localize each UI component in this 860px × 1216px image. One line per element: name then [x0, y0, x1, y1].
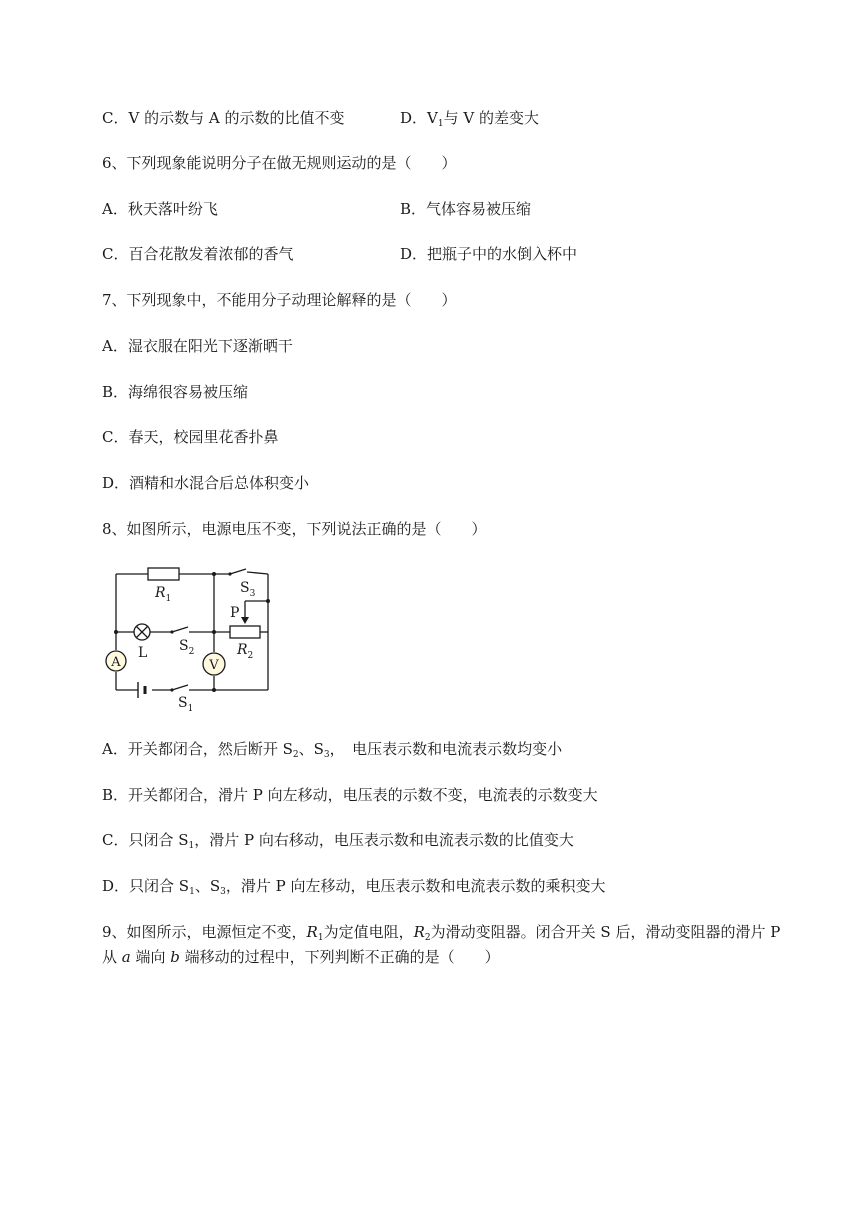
label-r1: $R_1$	[155, 585, 172, 604]
q8-option-d	[102, 876, 605, 902]
q8-option-d-post: ，滑片 P 向左移动，电压表示数和电流表示数的乘积变大	[225, 877, 606, 895]
q9-stem-part3: 为滑动变阻器。闭合开关 S 后，滑动变阻器的滑片 P	[430, 923, 781, 941]
q5-option-c: C．V 的示数与 A 的示数的比值不变	[102, 109, 345, 127]
q9-line2-part2: 端向	[130, 948, 171, 966]
label-r2: $R_2$	[237, 642, 254, 661]
q8-option-a-pre: A．开关都闭合，然后断开 S	[102, 740, 293, 758]
q8-option-d-pre: D．只闭合 S	[102, 877, 190, 895]
q9-r1-symbol: R	[306, 923, 318, 941]
q9-r1-sub: 1	[317, 933, 324, 943]
q9-line2-part3: 端移动的过程中，下列判断不正确的是（ ）	[179, 948, 500, 966]
ammeter-label: A	[111, 655, 121, 670]
q8-option-d-sub1: 1	[189, 887, 195, 897]
resistor-r1	[148, 568, 179, 580]
label-s2: $S_2$	[179, 638, 195, 657]
q5-option-d-pre: D．V	[400, 109, 438, 127]
q6-option-c: C．百合花散发着浓郁的香气	[102, 245, 294, 263]
q8-option-d-sub3: 3	[220, 887, 226, 897]
battery-icon	[138, 682, 145, 698]
q8-option-a-post: ， 电压表示数和电流表示数均变小	[329, 740, 563, 758]
q8-option-c-sub1: 1	[188, 841, 195, 851]
q8-option-c	[102, 830, 574, 856]
q8-option-a-sub3: 3	[323, 750, 330, 760]
q9-stem-part1: 9、如图所示，电源恒定不变，	[102, 923, 307, 941]
voltmeter-label: V	[209, 658, 219, 673]
q8-option-c-post: ，滑片 P 向右移动，电压表示数和电流表示数的比值变大	[194, 831, 574, 849]
q8-option-a-sub2: 2	[292, 750, 299, 760]
q7-option-c: C．春天，校园里花香扑鼻	[102, 428, 279, 446]
q8-option-b: B．开关都闭合，滑片 P 向左移动，电压表的示数不变，电流表的示数变大	[102, 786, 598, 804]
q5-option-d	[400, 108, 539, 134]
ammeter-icon	[106, 651, 126, 671]
q5-option-d-post: 与 V 的差变大	[443, 109, 539, 127]
circuit-diagram	[100, 556, 290, 716]
q9-stem-line2	[102, 947, 500, 967]
q9-stem-line1	[102, 922, 780, 948]
q8-option-a-mid: 、S	[298, 740, 324, 758]
label-lamp: L	[138, 645, 148, 661]
q6-stem: 6、下列现象能说明分子在做无规则运动的是（ ）	[102, 154, 457, 172]
q8-stem: 8、如图所示，电源电压不变，下列说法正确的是（ ）	[102, 520, 487, 538]
q6-option-b: B．气体容易被压缩	[400, 200, 532, 218]
q9-point-b: b	[170, 948, 180, 966]
q8-option-a	[102, 739, 562, 765]
label-s3: $S_3$	[240, 580, 256, 599]
lamp-icon	[134, 624, 150, 640]
label-p: P	[230, 605, 240, 621]
rheostat-r2	[230, 626, 260, 638]
q9-stem-part2: 为定值电阻，	[323, 923, 414, 941]
q9-point-a: a	[121, 948, 131, 966]
q9-r2-symbol: R	[413, 923, 425, 941]
q7-option-d: D．酒精和水混合后总体积变小	[102, 474, 310, 492]
q7-option-a: A．湿衣服在阳光下逐渐晒干	[102, 337, 293, 355]
q7-stem: 7、下列现象中，不能用分子动理论解释的是（ ）	[102, 291, 457, 309]
q8-option-c-pre: C．只闭合 S	[102, 831, 189, 849]
q8-option-d-mid: 、S	[194, 877, 221, 895]
q6-option-d: D．把瓶子中的水倒入杯中	[400, 245, 578, 263]
voltmeter-icon	[203, 653, 225, 675]
q7-option-b: B．海绵很容易被压缩	[102, 383, 249, 401]
q9-r2-sub: 2	[424, 933, 431, 943]
q5-option-d-sub: 1	[437, 119, 444, 129]
q6-option-a: A．秋天落叶纷飞	[102, 200, 218, 218]
q9-line2-part1: 从	[102, 948, 122, 966]
slider-arrow-icon	[241, 617, 249, 624]
label-s1: $S_1$	[178, 695, 194, 714]
